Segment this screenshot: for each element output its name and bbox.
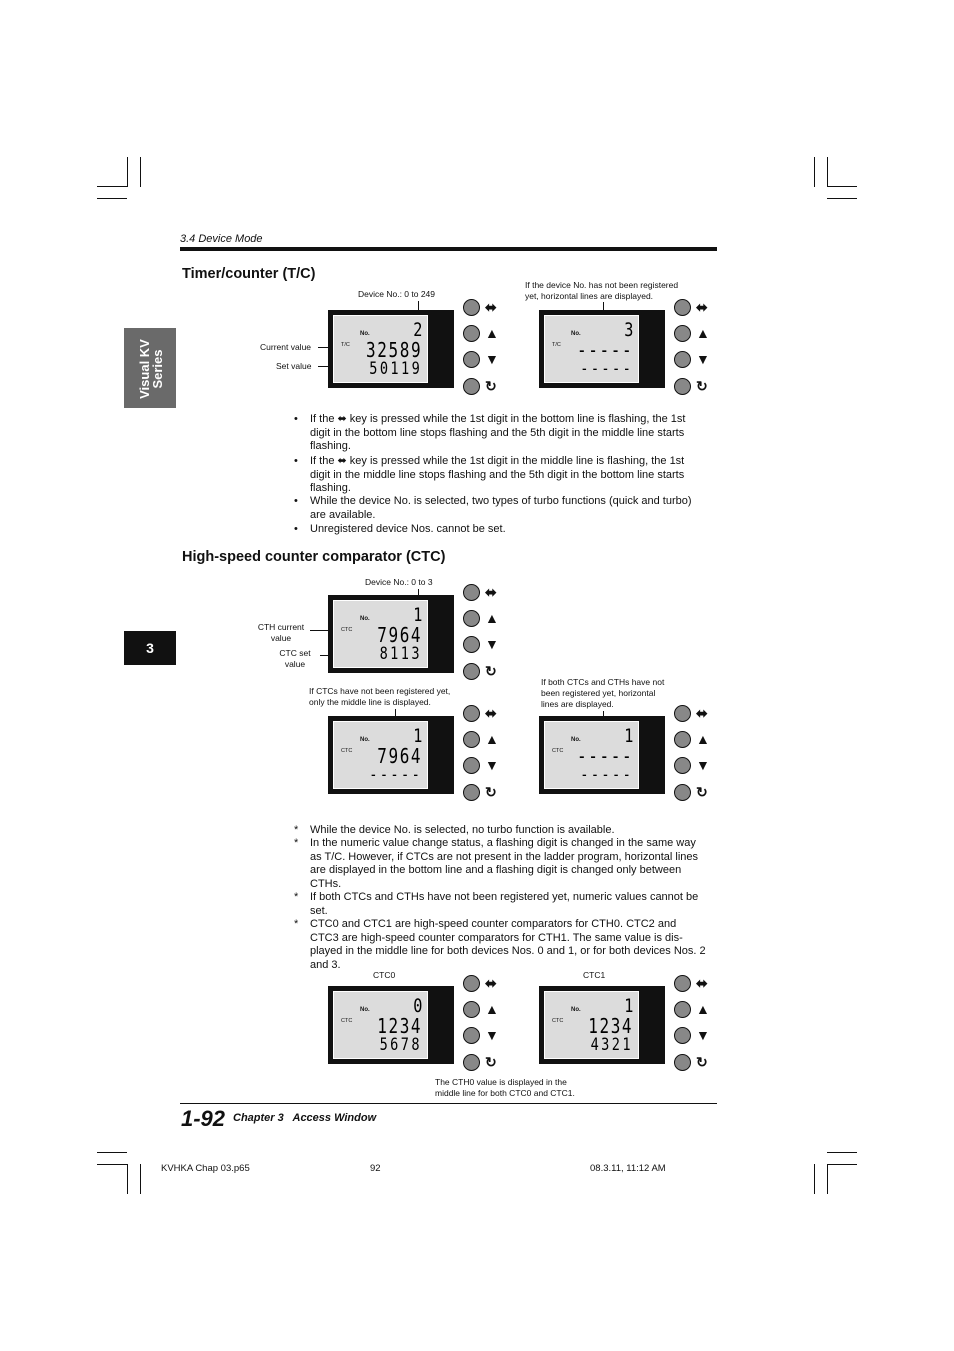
key-button[interactable] (463, 1054, 480, 1071)
down-arrow-icon: ▼ (485, 351, 499, 367)
key-button[interactable] (674, 705, 691, 722)
chapter-tab (124, 631, 176, 665)
display-line1: 1 (412, 725, 422, 747)
left-right-icon: ⬌ (696, 975, 708, 991)
display-line2: 7964 (377, 623, 422, 647)
cycle-icon: ↻ (485, 1054, 497, 1070)
left-right-icon: ⬌ (485, 299, 497, 315)
crop-mark (827, 1152, 857, 1153)
keypad (463, 705, 523, 815)
display-line2: 1234 (588, 1014, 633, 1038)
crop-mark (127, 157, 128, 187)
down-arrow-icon: ▼ (696, 1027, 710, 1043)
print-date: 08.3.11, 11:12 AM (590, 1163, 666, 1174)
tc-display-registered: No. T/C 2 32589 50119 (328, 310, 454, 388)
key-button[interactable] (674, 1027, 691, 1044)
key-button[interactable] (463, 757, 480, 774)
up-arrow-icon: ▲ (485, 1001, 499, 1017)
crop-mark (827, 1164, 857, 1165)
down-arrow-icon: ▼ (696, 351, 710, 367)
file-name: KVHKA Chap 03.p65 (161, 1163, 250, 1174)
keypad (674, 299, 734, 409)
display-line1: 1 (623, 725, 633, 747)
up-arrow-icon: ▲ (485, 731, 499, 747)
tc-heading: Timer/counter (T/C) (182, 266, 316, 282)
ctc-display-no-ctc: No. CTC 1 7964 ----- (328, 716, 454, 794)
up-arrow-icon: ▲ (696, 1001, 710, 1017)
crop-mark (127, 1164, 128, 1194)
sheet-number: 92 (370, 1163, 381, 1174)
key-button[interactable] (463, 1027, 480, 1044)
label-ctc1: CTC1 (583, 970, 606, 980)
left-right-icon: ⬌ (696, 299, 708, 315)
display-line1: 1 (623, 995, 633, 1017)
key-button[interactable] (463, 1001, 480, 1018)
up-arrow-icon: ▲ (485, 610, 499, 626)
tc-ann-current: Current value (260, 342, 312, 352)
keypad (463, 975, 523, 1085)
display-line3: 8113 (379, 644, 422, 664)
key-button[interactable] (463, 351, 480, 368)
key-button[interactable] (674, 784, 691, 801)
side-tab-line1: Visual KV (137, 339, 152, 399)
display-line3: ----- (580, 359, 633, 379)
key-button[interactable] (463, 784, 480, 801)
chapter-number: 3 (146, 640, 154, 656)
display-line1: 2 (412, 319, 422, 341)
down-arrow-icon: ▼ (485, 1027, 499, 1043)
page-number: 1-92 (181, 1106, 226, 1131)
key-button[interactable] (463, 584, 480, 601)
left-right-icon: ⬌ (485, 705, 497, 721)
footer-rule (180, 1103, 717, 1104)
series-side-tab (124, 328, 176, 408)
ctc-ann-device-no: Device No.: 0 to 3 (365, 577, 433, 587)
key-button[interactable] (463, 731, 480, 748)
display-line2: 32589 (365, 338, 422, 362)
key-button[interactable] (674, 731, 691, 748)
key-button[interactable] (674, 351, 691, 368)
display-line1: 3 (623, 319, 633, 341)
keypad (674, 705, 734, 815)
keypad (463, 584, 523, 694)
key-button[interactable] (463, 299, 480, 316)
cycle-icon: ↻ (696, 378, 708, 394)
crop-mark (140, 1164, 141, 1194)
tc-ann-unregistered: If the device No. has not been registered yet, horizontal lines are displayed. (525, 280, 679, 301)
crop-mark (97, 1152, 127, 1153)
crop-mark (827, 198, 857, 199)
key-button[interactable] (674, 378, 691, 395)
crop-mark (814, 157, 815, 187)
crop-mark (827, 1164, 828, 1194)
left-right-icon: ⬌ (485, 584, 497, 600)
ctc0-display: No. CTC 0 1234 5678 (328, 986, 454, 1064)
display-line3: 5678 (379, 1035, 422, 1055)
display-line1: 0 (412, 995, 422, 1017)
crop-mark (827, 186, 857, 187)
ctc-heading: High-speed counter comparator (CTC) (182, 549, 446, 565)
key-button[interactable] (463, 636, 480, 653)
display-line2: ----- (576, 338, 633, 362)
key-button[interactable] (463, 325, 480, 342)
cycle-icon: ↻ (485, 378, 497, 394)
crop-mark (827, 157, 828, 187)
key-button[interactable] (674, 757, 691, 774)
cycle-icon: ↻ (696, 784, 708, 800)
key-button[interactable] (463, 705, 480, 722)
side-tab-line2: Series (150, 349, 165, 389)
key-button[interactable] (463, 663, 480, 680)
ctc1-display: No. CTC 1 1234 4321 (539, 986, 665, 1064)
key-button[interactable] (674, 1054, 691, 1071)
tc-ann-set: Set value (276, 361, 312, 371)
display-line2: 1234 (377, 1014, 422, 1038)
display-line3: 4321 (590, 1035, 633, 1055)
up-arrow-icon: ▲ (485, 325, 499, 341)
crop-mark (140, 157, 141, 187)
key-button[interactable] (674, 299, 691, 316)
keypad (463, 299, 523, 409)
key-button[interactable] (463, 610, 480, 627)
key-button[interactable] (674, 1001, 691, 1018)
ctc-ann-no-ctc: If CTCs have not been registered yet, only the middle line is displayed. (309, 686, 451, 707)
label-ctc0: CTC0 (373, 970, 396, 980)
ctc-display-registered: No. CTC 1 7964 8113 (328, 595, 454, 673)
up-arrow-icon: ▲ (696, 325, 710, 341)
key-button[interactable] (463, 975, 480, 992)
section-label: 3.4 Device Mode (180, 233, 263, 245)
key-button[interactable] (674, 975, 691, 992)
chapter-title: Chapter 3 Access Window (233, 1112, 377, 1124)
left-right-icon: ⬌ (696, 705, 708, 721)
display-line2: ----- (576, 744, 633, 768)
crop-mark (97, 186, 127, 187)
cycle-icon: ↻ (485, 663, 497, 679)
ctc-display-unregistered: No. CTC 1 ----- ----- (539, 716, 665, 794)
down-arrow-icon: ▼ (696, 757, 710, 773)
key-button[interactable] (463, 378, 480, 395)
display-line3: ----- (580, 765, 633, 785)
ctc-ann-no-both: If both CTCs and CTHs have not been registered yet, horizontal lines are displayed. (541, 677, 665, 709)
tc-ann-device-no: Device No.: 0 to 249 (358, 289, 436, 299)
display-line3: ----- (369, 765, 422, 785)
down-arrow-icon: ▼ (485, 636, 499, 652)
ctc-ann-cth-current: CTH current value (257, 622, 305, 643)
header-rule (180, 247, 717, 251)
crop-mark (97, 198, 127, 199)
ctc-ann-bottom: The CTH0 value is displayed in the middle line for both CTC0 and CTC1. (435, 1077, 575, 1098)
cycle-icon: ↻ (696, 1054, 708, 1070)
key-button[interactable] (674, 325, 691, 342)
cycle-icon: ↻ (485, 784, 497, 800)
display-line3: 50119 (369, 359, 422, 379)
display-line1: 1 (412, 604, 422, 626)
left-right-icon: ⬌ (485, 975, 497, 991)
crop-mark (814, 1164, 815, 1194)
tc-display-unregistered: No. T/C 3 ----- ----- (539, 310, 665, 388)
up-arrow-icon: ▲ (696, 731, 710, 747)
display-line2: 7964 (377, 744, 422, 768)
keypad (674, 975, 734, 1085)
down-arrow-icon: ▼ (485, 757, 499, 773)
crop-mark (97, 1164, 127, 1165)
ctc-ann-ctc-set: CTC set value (279, 648, 311, 669)
